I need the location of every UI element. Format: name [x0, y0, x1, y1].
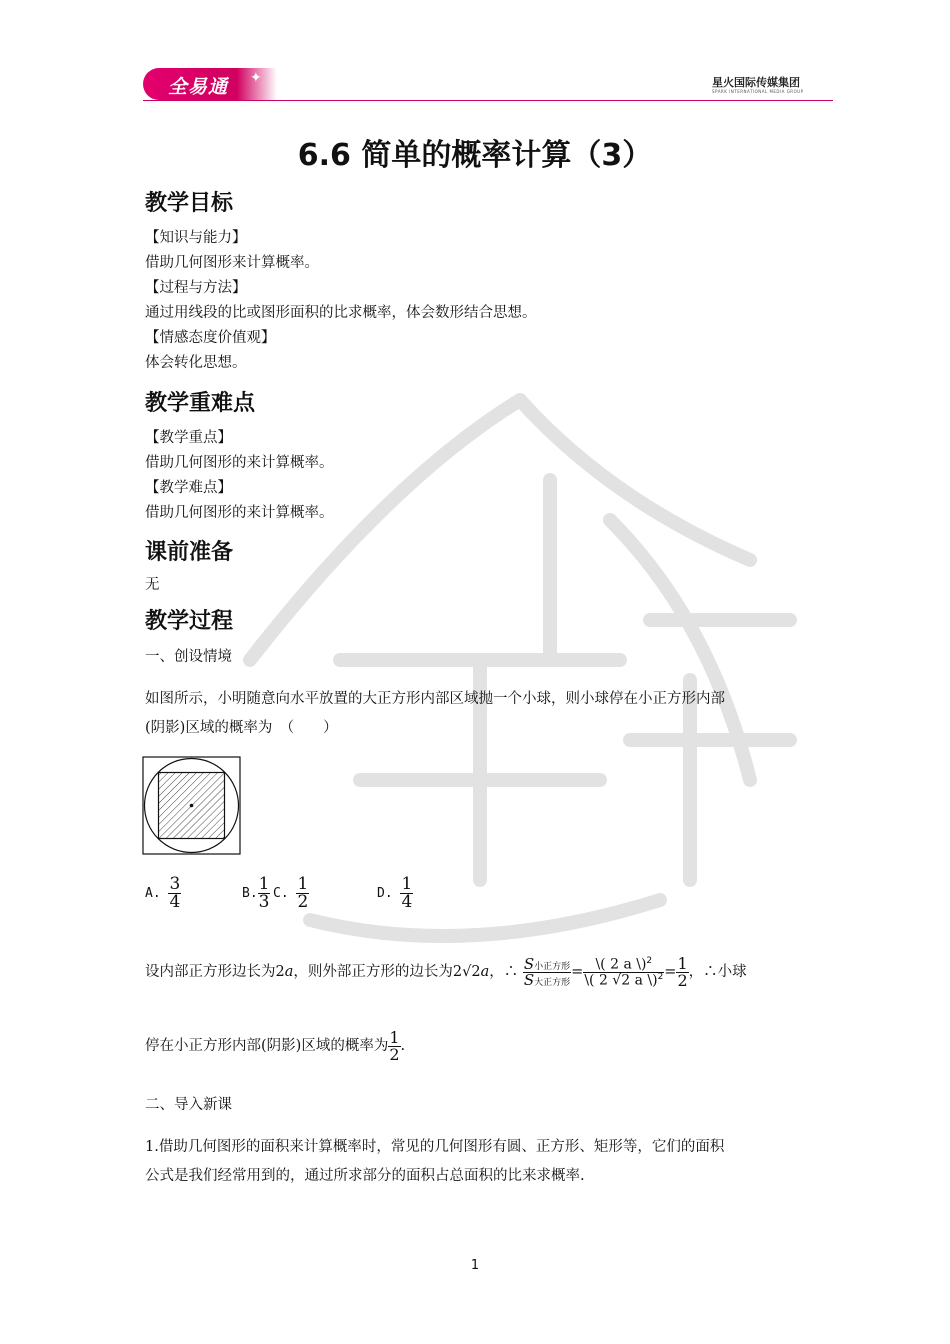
- result-fraction: $\frac{1}{2}$: [677, 953, 688, 990]
- option-a: A. $\frac{3}{4}$: [145, 874, 181, 912]
- label-knowledge: 【知识与能力】: [145, 230, 247, 246]
- option-b-fraction: $\frac{1}{3}$: [258, 874, 270, 912]
- heading-key-points: 教学重难点: [145, 391, 256, 416]
- solution-line-1: 设内部正方形边长为2a，则外部正方形的边长为2√2a，∴ $\frac{\text{S小正方形}}{\text{S大正方形}}$ = $\frac{\backslash( 2 a \backslash)^2}{\backslash( 2 √2 a \backslash)^2}$ = $\frac{1}{2}$ ，∴小球: [145, 953, 747, 990]
- option-a-fraction: $\frac{3}{4}$: [169, 874, 181, 912]
- paragraph-line-1: 1.借助几何图形的面积来计算概率时，常见的几何图形有圆、正方形、矩形等，它们的面积: [145, 1139, 725, 1155]
- page-number: 1: [470, 1258, 480, 1273]
- text-focus: 借助几何图形的来计算概率。: [145, 455, 334, 471]
- option-d: D. $\frac{1}{4}$: [377, 874, 413, 912]
- question-line-1: 如图所示，小明随意向水平放置的大正方形内部区域抛一个小球，则小球停在小正方形内部: [145, 691, 725, 707]
- page-title: 6.6 简单的概率计算（3）: [297, 138, 653, 173]
- option-c: C. $\frac{1}{2}$: [273, 874, 309, 912]
- center-point: [190, 804, 194, 808]
- text-difficulty: 借助几何图形的来计算概率。: [145, 505, 334, 521]
- publisher-name: 星火国际传媒集团: [712, 76, 800, 89]
- option-b: B. $\frac{1}{3}$: [242, 874, 270, 912]
- option-c-fraction: $\frac{1}{2}$: [297, 874, 309, 912]
- label-process: 【过程与方法】: [145, 280, 247, 296]
- answer-fraction: $\frac{1}{2}$: [389, 1027, 400, 1064]
- text-knowledge: 借助几何图形来计算概率。: [145, 255, 319, 271]
- geometry-figure: [142, 756, 242, 856]
- label-focus: 【教学重点】: [145, 430, 232, 446]
- label-emotion: 【情感态度价值观】: [145, 330, 276, 346]
- text-prep: 无: [145, 577, 160, 593]
- sparkle-icon: ✦: [250, 70, 262, 86]
- logo-text: 全易通: [168, 76, 229, 98]
- header-divider: [143, 100, 833, 101]
- solution-line-2: 停在小正方形内部(阴影)区域的概率为 $\frac{1}{2}$ .: [145, 1027, 406, 1064]
- heading-prep: 课前准备: [145, 540, 234, 565]
- text-emotion: 体会转化思想。: [145, 355, 247, 371]
- step-2-title: 二、导入新课: [145, 1097, 232, 1113]
- heading-goals: 教学目标: [145, 191, 234, 216]
- paragraph-line-2: 公式是我们经常用到的，通过所求部分的面积占总面积的比来求概率.: [145, 1168, 585, 1184]
- heading-process: 教学过程: [145, 609, 234, 634]
- area-ratio-fraction: $\frac{\text{S小正方形}}{\text{S大正方形}}$: [523, 954, 571, 989]
- question-line-2: (阴影)区域的概率为 （ ）: [145, 720, 338, 736]
- option-d-fraction: $\frac{1}{4}$: [401, 874, 413, 912]
- step-1-title: 一、创设情境: [145, 649, 232, 665]
- text-process: 通过用线段的比或图形面积的比求概率，体会数形结合思想。: [145, 305, 537, 321]
- publisher-subtitle: SPARK INTERNATIONAL MEDIA GROUP: [712, 89, 804, 94]
- expression-fraction: $\frac{\backslash( 2 a \backslash)^2}{\backslash( 2 √2 a \backslash)^2}$: [584, 955, 664, 989]
- label-difficulty: 【教学难点】: [145, 480, 232, 496]
